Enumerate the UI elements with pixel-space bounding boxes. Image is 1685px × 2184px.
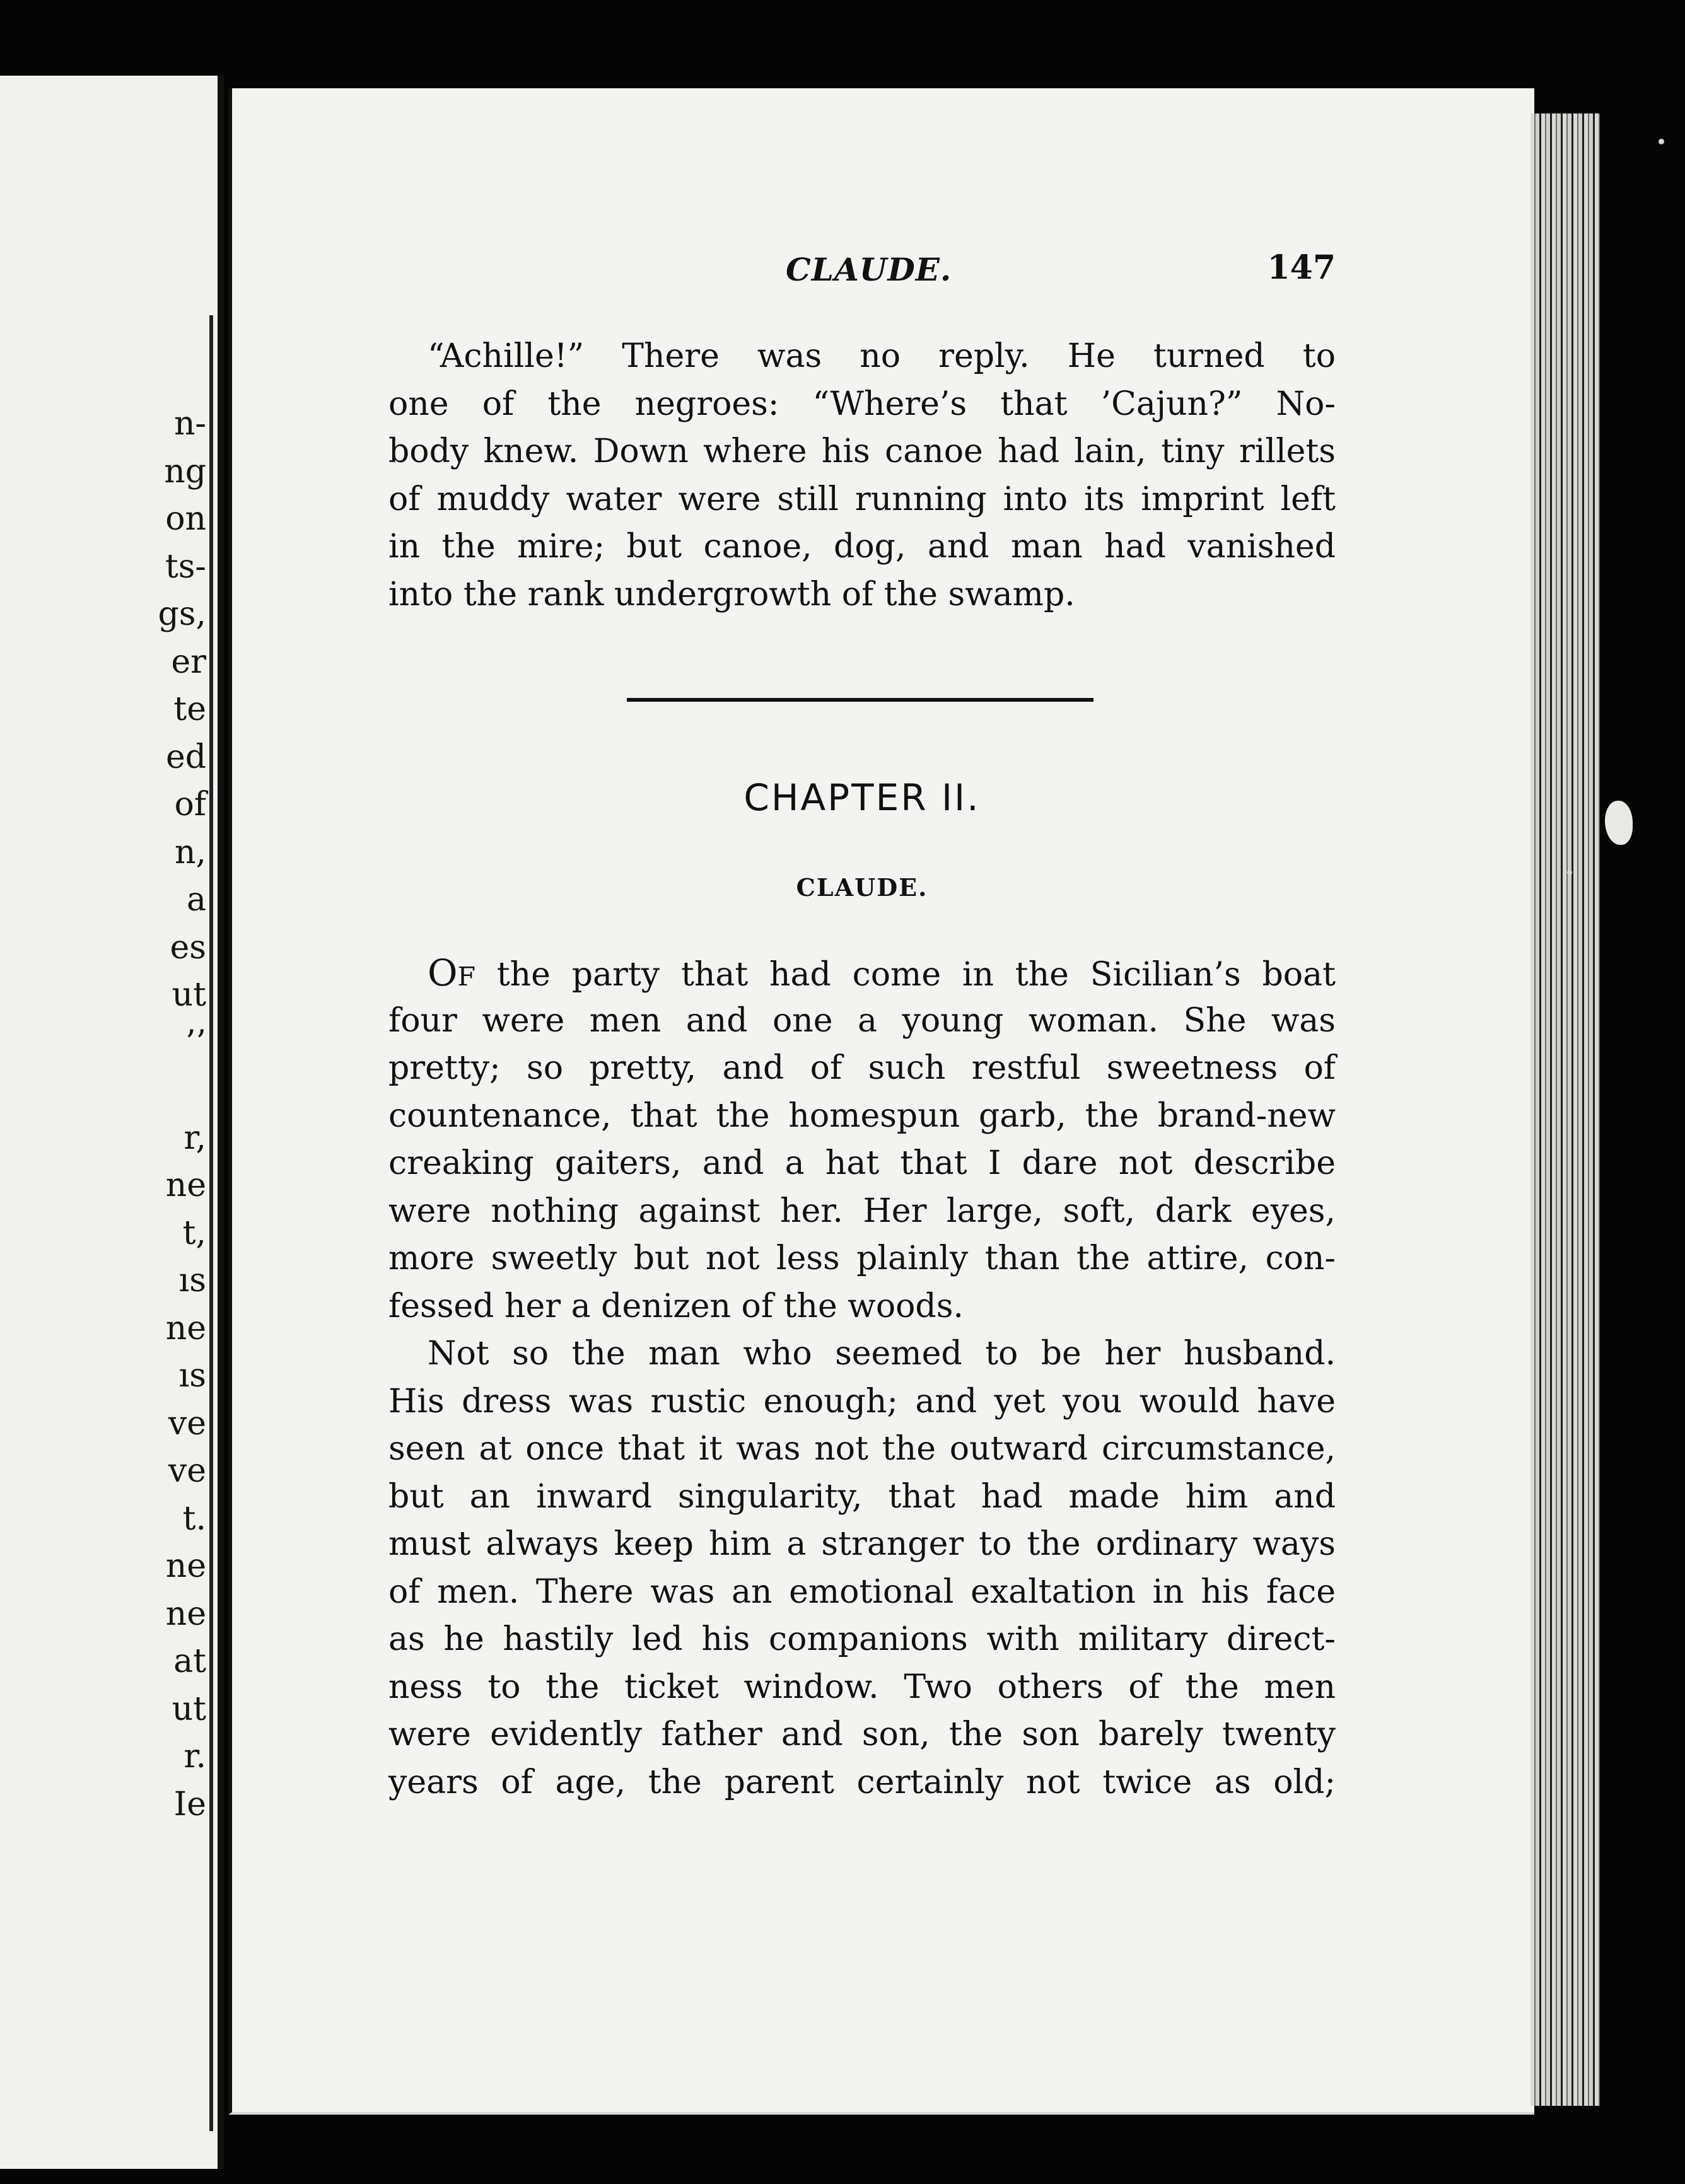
left-fragment-line	[0, 1067, 218, 1115]
running-header	[388, 248, 1336, 295]
text-line: “Achille!” There was no reply. He turned to	[428, 337, 1336, 375]
first-line-rest: the party that had come in the Sicilian’s boat	[475, 956, 1336, 994]
running-title: CLAUDE.	[786, 251, 952, 288]
left-fragment-line: ve	[168, 1404, 206, 1443]
left-fragment-line: ed	[165, 738, 206, 776]
text-line: His dress was rustic enough; and yet you would have	[388, 1382, 1336, 1420]
left-fragment-line: ng	[164, 452, 206, 491]
text-line: ness to the ticket window. Two others of the men	[388, 1668, 1336, 1706]
left-fragment-line: gs,	[158, 595, 206, 633]
text-line	[388, 950, 1336, 997]
left-fragment-line: t,	[182, 1214, 206, 1252]
left-fragment-line: at	[173, 1642, 206, 1680]
left-page-edge	[0, 76, 224, 2169]
text-line: must always keep him a stranger to the ordinary ways	[388, 1525, 1336, 1563]
left-fragment-line: te	[173, 690, 206, 728]
left-fragment-line: Ie	[173, 1785, 206, 1823]
text-line: of muddy water were still running into its imprint left	[388, 480, 1336, 518]
chapter-paragraph-one	[388, 950, 1336, 1330]
left-fragment-line: n,	[174, 833, 206, 871]
section-divider-rule	[627, 698, 1093, 702]
left-page-text-fragments	[0, 400, 218, 1828]
left-fragment-line: r,	[184, 1118, 206, 1157]
text-line: years of age, the parent certainly not twice as old;	[388, 1763, 1336, 1801]
left-fragment-line: on	[165, 500, 206, 538]
left-fragment-line: ut	[172, 976, 206, 1014]
stacked-page-edges	[1530, 113, 1600, 2106]
text-line: of men. There was an emotional exaltation in his face	[388, 1572, 1336, 1611]
text-line: more sweetly but not less plainly than the attire, con-	[388, 1240, 1336, 1277]
text-line: one of the negroes: “Where’s that ’Cajun?” No-	[388, 385, 1336, 423]
text-line: creaking gaiters, and a hat that I dare not describe	[388, 1144, 1336, 1182]
text-line: in the mire; but canoe, dog, and man had vanished	[388, 528, 1336, 566]
left-fragment-line: ne	[165, 1547, 206, 1585]
left-fragment-line: ts-	[165, 547, 206, 586]
paper-tear-mark	[1605, 801, 1633, 845]
left-fragment-line: ut	[172, 1690, 206, 1728]
text-line: countenance, that the homespun garb, the brand-new	[388, 1096, 1336, 1135]
top-paragraph	[388, 333, 1336, 619]
chapter-paragraph-two	[388, 1330, 1336, 1806]
left-fragment-line: ’’	[185, 1023, 206, 1062]
left-fragment-line: ıs	[178, 1262, 206, 1299]
dropcap-of: Of	[428, 951, 475, 994]
scan-speck	[1659, 139, 1664, 144]
text-line: four were men and one a young woman. She was	[388, 1001, 1336, 1040]
left-fragment-line: ne	[165, 1166, 206, 1204]
text-line: into the rank undergrowth of the swamp.	[388, 575, 1075, 613]
chapter-title: CHAPTER II.	[743, 776, 981, 819]
left-fragment-line: er	[171, 642, 206, 681]
text-line: fessed her a denizen of the woods.	[388, 1287, 964, 1325]
page-number: 147	[1267, 248, 1336, 287]
text-line: Not so the man who seemed to be her husband.	[428, 1335, 1336, 1373]
book-gutter-shadow	[209, 315, 213, 2131]
scan-speck	[1567, 870, 1572, 875]
left-fragment-line: a	[186, 881, 206, 919]
left-fragment-line: r.	[184, 1738, 206, 1775]
left-fragment-line: ne	[165, 1309, 206, 1347]
chapter-subtitle: CLAUDE.	[796, 873, 928, 902]
text-line: body knew. Down where his canoe had lain, tiny rillets	[388, 433, 1336, 470]
left-fragment-line: ne	[165, 1594, 206, 1633]
left-fragment-line: of	[174, 786, 206, 823]
text-line: were evidently father and son, the son barely twenty	[388, 1716, 1336, 1753]
text-line: seen at once that it was not the outward circumstance,	[388, 1430, 1336, 1468]
text-line: pretty; so pretty, and of such restful sweetness of	[388, 1049, 1336, 1087]
left-fragment-line: t.	[182, 1499, 206, 1538]
left-fragment-line: ıs	[178, 1357, 206, 1395]
text-line: but an inward singularity, that had made him and	[388, 1477, 1336, 1516]
left-fragment-line: es	[170, 928, 206, 967]
text-line: as he hastily led his companions with military direct-	[388, 1620, 1336, 1658]
left-fragment-line: n-	[173, 405, 206, 443]
text-line: were nothing against her. Her large, soft, dark eyes,	[388, 1192, 1336, 1230]
left-fragment-line: ve	[168, 1452, 206, 1490]
